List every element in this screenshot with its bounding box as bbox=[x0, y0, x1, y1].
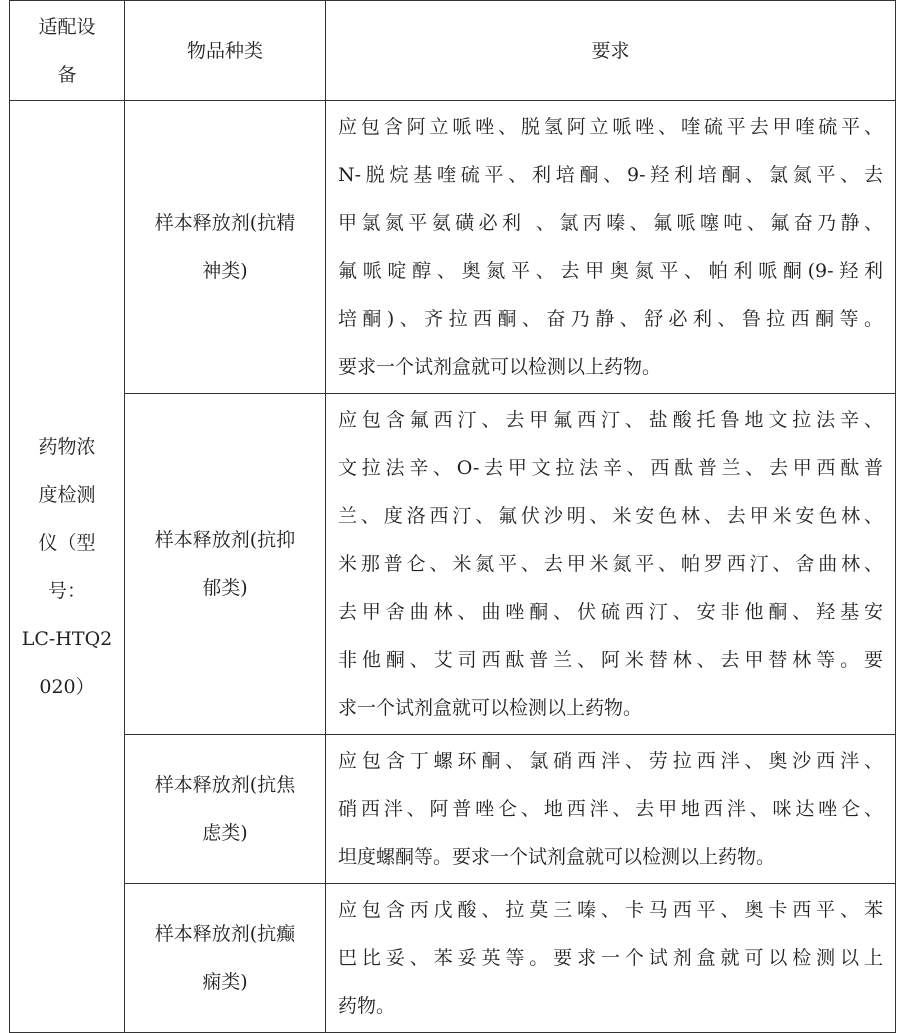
text-line: 适配设 bbox=[38, 15, 96, 38]
category-cell bbox=[125, 101, 326, 394]
text-line: 度检测 bbox=[38, 483, 96, 506]
text-line: 虑类) bbox=[202, 822, 248, 844]
text-line: 样本释放剂(抗精 bbox=[154, 212, 296, 234]
text-line: 甲氯氮平氨磺必利 、氯丙嗪、氟哌噻吨、氟奋乃静、 bbox=[338, 212, 883, 234]
text-line: 药物。 bbox=[338, 995, 396, 1017]
category-cell bbox=[125, 394, 326, 735]
text-line: 要求 bbox=[591, 39, 630, 62]
category-cell bbox=[125, 884, 326, 1033]
text-line: 样本释放剂(抗癫 bbox=[154, 923, 296, 945]
category-cell bbox=[125, 735, 326, 884]
text-line: 兰、度洛西汀、氟伏沙明、米安色林、去甲米安色林、 bbox=[338, 505, 883, 527]
table-row bbox=[10, 101, 896, 394]
text-line: 硝西泮、阿普唑仑、地西泮、去甲地西泮、咪达唑仑、 bbox=[338, 798, 883, 820]
text-line: 痫类) bbox=[202, 971, 248, 993]
text-line: 要求一个试剂盒就可以检测以上药物。 bbox=[338, 356, 662, 378]
device-cell bbox=[10, 101, 125, 1033]
text-line: 求一个试剂盒就可以检测以上药物。 bbox=[338, 697, 643, 719]
header-row bbox=[10, 1, 896, 101]
table-row bbox=[10, 394, 896, 735]
drug-reagent-requirements-table bbox=[9, 0, 896, 1033]
requirement-cell bbox=[326, 101, 896, 394]
table-row bbox=[10, 884, 896, 1033]
text-line: 郁类) bbox=[202, 577, 248, 599]
text-line: 米那普仑、米氮平、去甲米氮平、帕罗西汀、舍曲林、 bbox=[338, 553, 883, 575]
text-line: 神类) bbox=[202, 260, 248, 282]
header-requirement bbox=[326, 1, 896, 101]
text-line: N-脱烷基喹硫平、利培酮、9-羟利培酮、氯氮平、去 bbox=[338, 164, 883, 186]
text-line: 去甲舍曲林、曲唑酮、伏硫西汀、安非他酮、羟基安 bbox=[338, 601, 883, 623]
table-row bbox=[10, 735, 896, 884]
text-line: 氟哌啶醇、奥氮平、去甲奥氮平、帕利哌酮(9-羟利 bbox=[338, 260, 883, 282]
text-line: 仪（型 bbox=[38, 531, 96, 554]
text-line: 药物浓 bbox=[38, 435, 96, 458]
text-line: 物品种类 bbox=[186, 39, 263, 62]
text-line: 非他酮、艾司西酞普兰、阿米替林、去甲替林等。要 bbox=[338, 649, 883, 671]
requirement-cell bbox=[326, 884, 896, 1033]
text-line: 号： bbox=[47, 579, 86, 602]
text-line: 备 bbox=[57, 63, 77, 86]
text-line: 坦度螺酮等。要求一个试剂盒就可以检测以上药物。 bbox=[338, 846, 776, 868]
text-line: 应包含氟西汀、去甲氟西汀、盐酸托鲁地文拉法辛、 bbox=[338, 409, 883, 431]
text-line: 样本释放剂(抗焦 bbox=[154, 774, 296, 796]
text-line: 应包含丙戊酸、拉莫三嗪、卡马西平、奥卡西平、苯 bbox=[338, 899, 883, 921]
header-device bbox=[10, 1, 125, 101]
requirement-cell bbox=[326, 735, 896, 884]
text-line: 应包含阿立哌唑、脱氢阿立哌唑、喹硫平去甲喹硫平、 bbox=[338, 116, 883, 138]
text-line: 样本释放剂(抗抑 bbox=[154, 529, 296, 551]
text-line: LC-HTQ2 bbox=[21, 627, 113, 650]
text-line: 文拉法辛、O-去甲文拉法辛、西酞普兰、去甲西酞普 bbox=[338, 457, 883, 479]
text-line: 020） bbox=[39, 675, 95, 698]
header-category bbox=[125, 1, 326, 101]
text-line: 巴比妥、苯妥英等。要求一个试剂盒就可以检测以上 bbox=[338, 947, 883, 969]
text-line: 应包含丁螺环酮、氯硝西泮、劳拉西泮、奥沙西泮、 bbox=[338, 750, 883, 772]
requirement-cell bbox=[326, 394, 896, 735]
text-line: 培酮)、齐拉西酮、奋乃静、舒必利、鲁拉西酮等。 bbox=[338, 308, 883, 330]
